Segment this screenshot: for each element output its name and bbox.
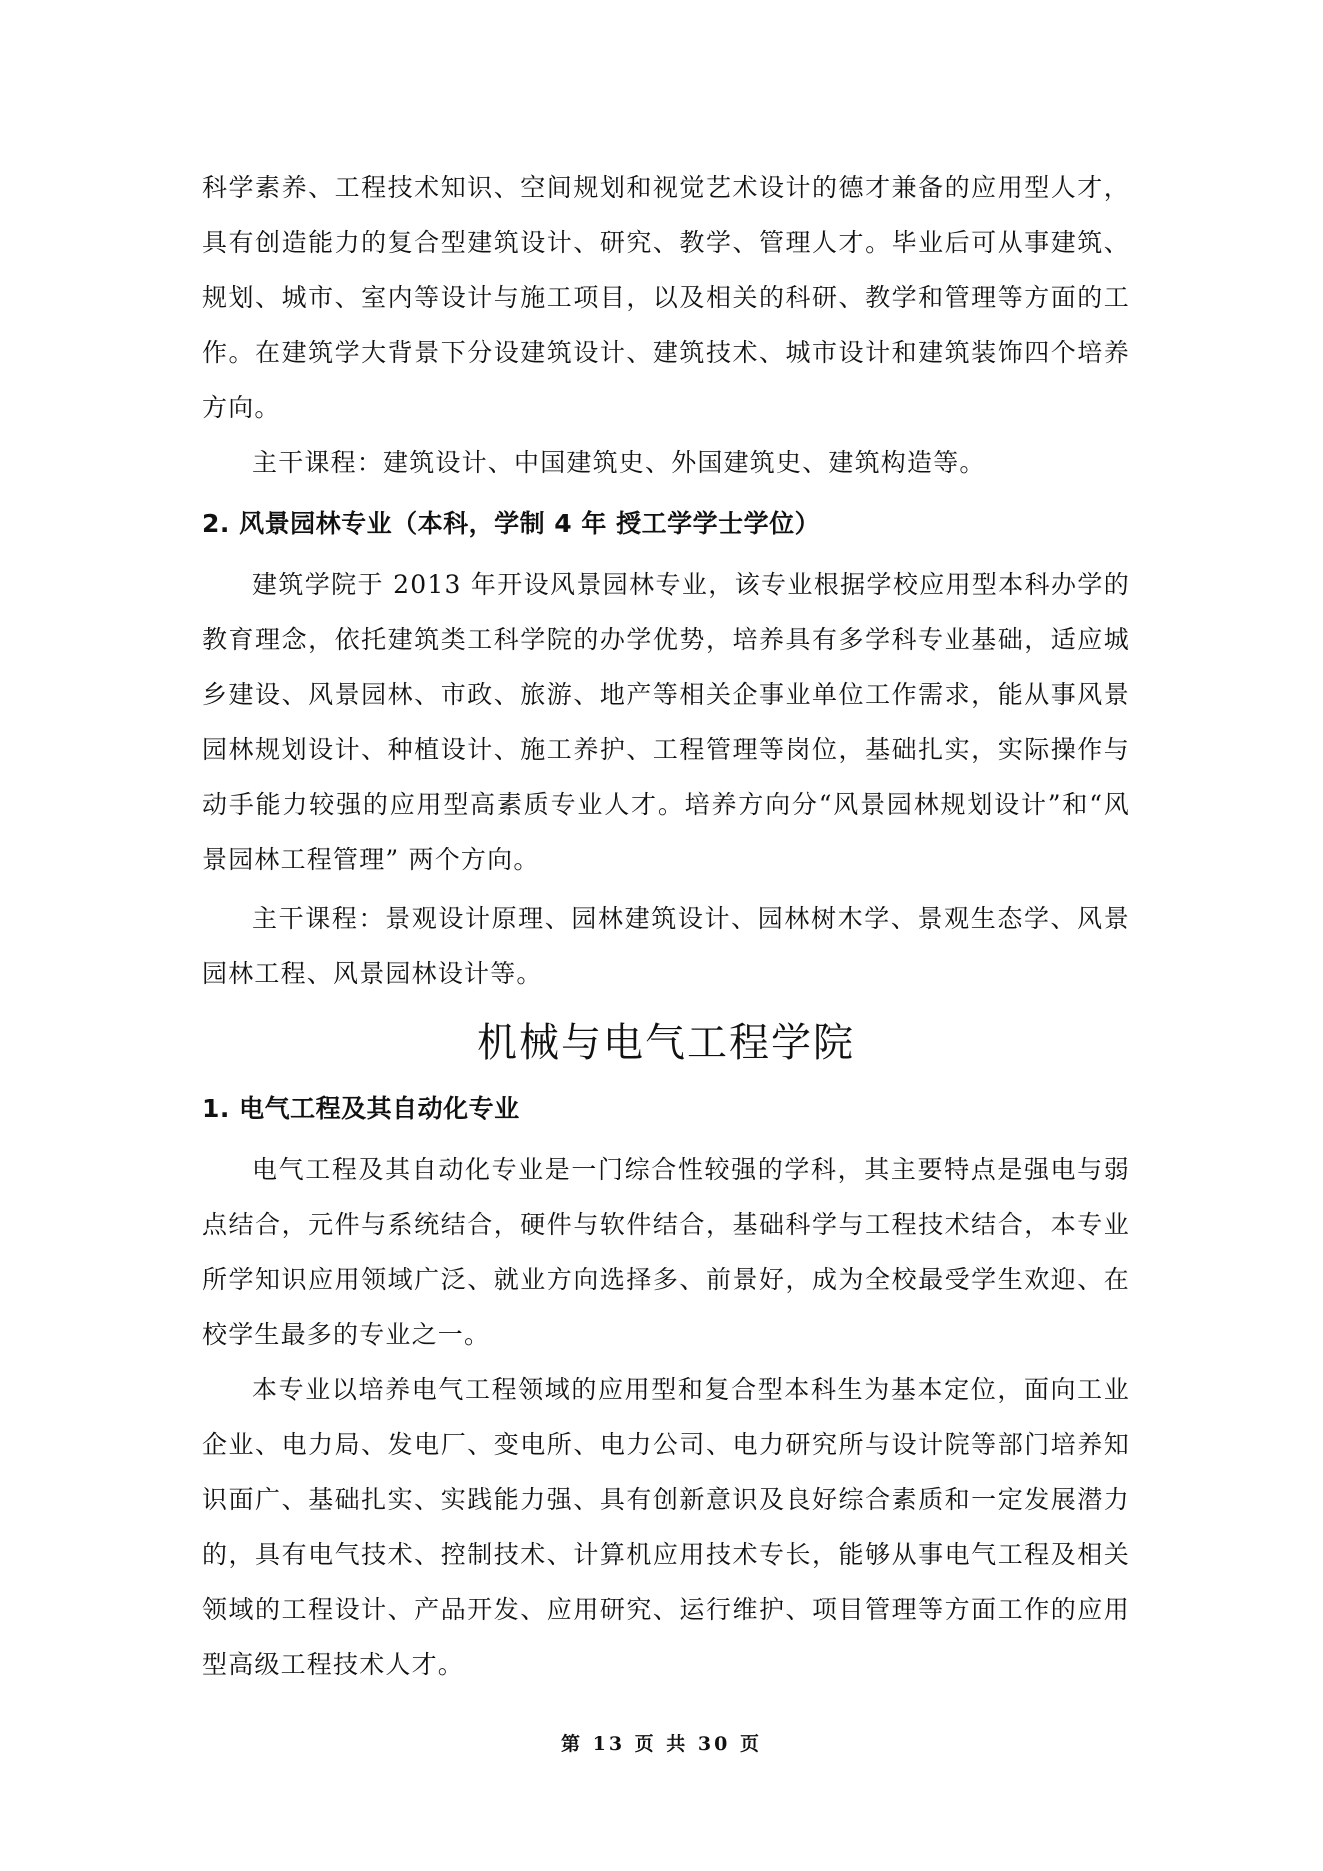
electrical-paragraph-2: 本专业以培养电气工程领域的应用型和复合型本科生为基本定位，面向工业企业、电力局、发电厂、变电所、电力公司、电力研究所与设计院等部门培养知识面广、基础扎实、实践能力强、具有创新意识及良好综合素质和一定发展潜力的，具有电气技术、控制技术、计算机应用技术专长，能够从事电气工程及相关领域的工程设计、产品开发、应用研究、运行维护、项目管理等方面工作的应用型高级工程技术人才。 <box>202 1375 1130 1679</box>
intro-continuation-paragraph: 科学素养、工程技术知识、空间规划和视觉艺术设计的德才兼备的应用型人才，具有创造能力的复合型建筑设计、研究、教学、管理人才。毕业后可从事建筑、规划、城市、室内等设计与施工项目，以及相关的科研、教学和管理等方面的工作。在建筑学大背景下分设建筑设计、建筑技术、城市设计和建筑装饰四个培养方向。 <box>202 173 1130 422</box>
page-number-footer: 第 13 页 共 30 页 <box>561 1733 762 1755</box>
electrical-paragraph-1: 电气工程及其自动化专业是一门综合性较强的学科，其主要特点是强电与弱点结合，元件与系统结合，硬件与软件结合，基础科学与工程技术结合，本专业所学知识应用领域广泛、就业方向选择多、前景好，成为全校最受学生欢迎、在校学生最多的专业之一。 <box>202 1155 1130 1349</box>
electrical-major-heading: 1. 电气工程及其自动化专业 <box>202 1094 520 1123</box>
landscape-main-courses: 主干课程：景观设计原理、园林建筑设计、园林树木学、景观生态学、风景园林工程、风景园林设计等。 <box>202 904 1130 988</box>
college-title: 机械与电气工程学院 <box>477 1020 855 1066</box>
landscape-description-paragraph: 建筑学院于 2013 年开设风景园林专业，该专业根据学校应用型本科办学的教育理念，依托建筑类工科学院的办学优势，培养具有多学科专业基础，适应城乡建设、风景园林、市政、旅游、地产等相关企事业单位工作需求，能从事风景园林规划设计、种植设计、施工养护、工程管理等岗位，基础扎实，实际操作与动手能力较强的应用型高素质专业人才。培养方向分“风景园林规划设计”和“风景园林工程管理” 两个方向。 <box>202 570 1130 874</box>
landscape-major-heading: 2. 风景园林专业（本科，学制 4 年 授工学学士学位） <box>202 509 821 538</box>
page-content <box>202 160 1130 1692</box>
architecture-main-courses: 主干课程：建筑设计、中国建筑史、外国建筑史、建筑构造等。 <box>252 448 986 477</box>
